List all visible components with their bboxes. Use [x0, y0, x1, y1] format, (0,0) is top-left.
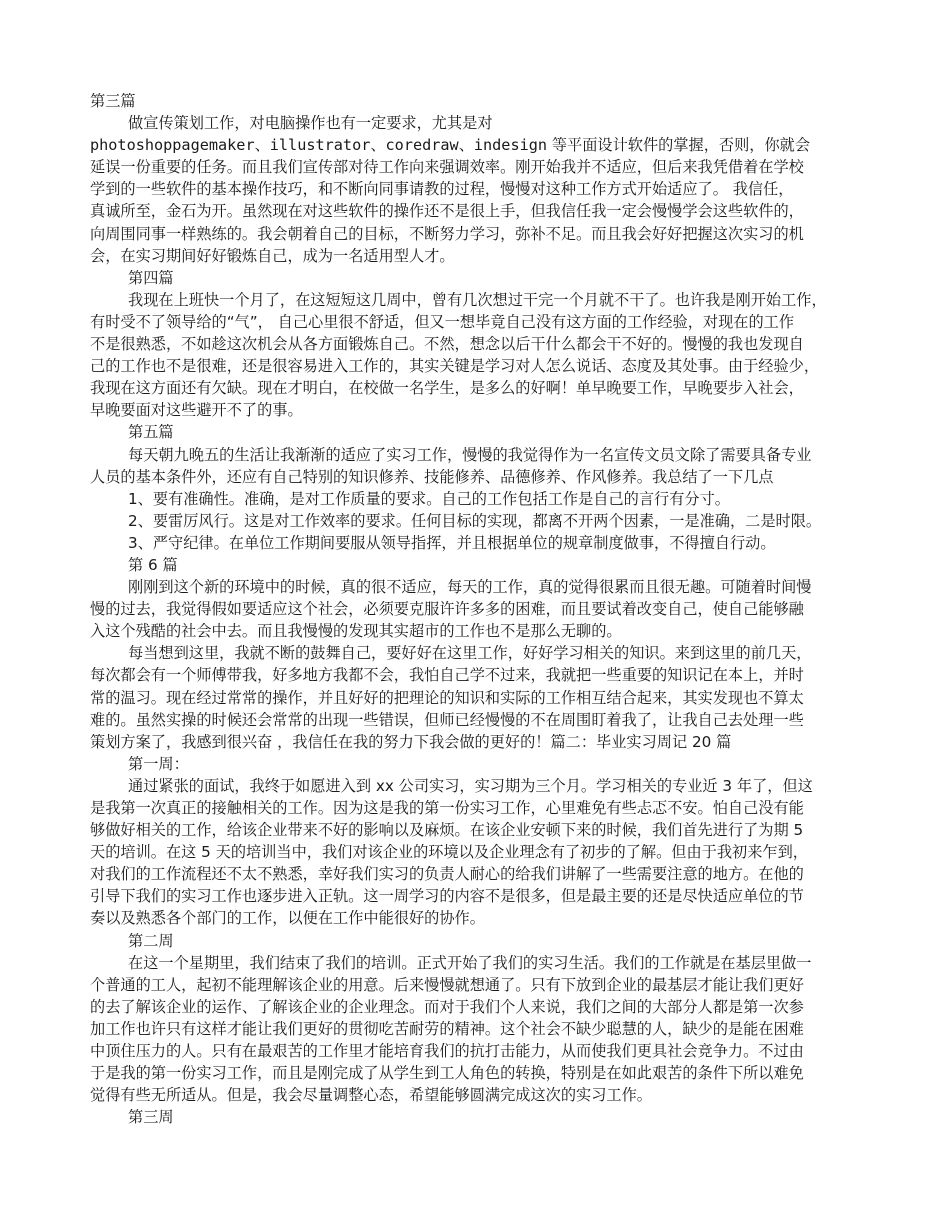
text-line: 有时受不了领导给的“气”， 自己心里很不舒适，但又一想毕竟自己没有这方面的工作经验，对现在的工作 [90, 312, 795, 331]
text-line: 每次都会有一个师傅带我，好多地方我都不会，我怕自己学不过来，我就把一些重要的知识记在本上，并时 [90, 666, 804, 685]
text-line: 于是我的第一份实习工作，而且是刚完成了从学生到工人角色的转换，特别是在如此艰苦的条件下所以难免 [90, 1064, 804, 1083]
text-line: 第 6 篇 [128, 555, 178, 574]
text-line: 第四篇 [128, 268, 174, 287]
text-line: 延误一份重要的任务。而且我们宣传部对待工作向来强调效率。刚开始我并不适应，但后来我凭借着在学校 [90, 158, 804, 177]
text-line [90, 134, 862, 156]
text-line: 3、严守纪律。在单位工作期间要服从领导指挥，并且根据单位的规章制度做事，不得擅自行动。 [128, 533, 776, 552]
text-line: 学到的一些软件的基本操作技巧，和不断向同事请教的过程，慢慢对这种工作方式开始适应了。 我信任， [90, 180, 794, 199]
text-line: 第二周 [128, 931, 174, 950]
text-line: 2、要雷厉风行。这是对工作效率的要求。任何目标的实现，都离不开两个因素，一是准确，二是时限。 [128, 511, 822, 530]
line-rest: 等平面设计软件的掌握，否则，你就会 [547, 136, 811, 155]
text-line: 引导下我们的实习工作也逐步进入正轨。这一周学习的内容不是很多，但是最主要的还是尽快适应单位的节 [90, 887, 804, 906]
text-line: 每天朝九晚五的生活让我渐渐的适应了实习工作，慢慢的我觉得作为一名宣传文员文除了需要具备专业 [128, 445, 812, 464]
text-line: 每当想到这里，我就不断的鼓舞自己，要好好在这里工作，好好学习相关的知识。来到这里的前几天， [128, 644, 812, 663]
text-line: 觉得有些无所适从。但是，我会尽量调整心态，希望能够圆满完成这次的实习工作。 [90, 1086, 652, 1105]
text-line: 己的工作也不是很难，还是很容易进入工作的，其实关键是学习对人怎么说话、态度及其处事。由于经验少， [90, 357, 819, 376]
text-line: 刚刚到这个新的环境中的时候，真的很不适应，每天的工作，真的觉得很累而且很无趣。可随着时间慢 [128, 578, 812, 597]
text-line: 天的培训。在这 5 天的培训当中，我们对该企业的环境以及企业理念有了初步的了解。但由于我初来乍到， [90, 843, 808, 862]
text-line: 够做好相关的工作，给该企业带来不好的影响以及麻烦。在该企业安顿下来的时候，我们首先进行了为期 5 [90, 821, 804, 840]
text-line: 对我们的工作流程还不太不熟悉，幸好我们实习的负责人耐心的给我们讲解了一些需要注意的地方。在他的 [90, 865, 804, 884]
text-line: 是我第一次真正的接触相关的工作。因为这是我的第一份实习工作，心里难免有些忐忑不安。怕自己没有能 [90, 799, 804, 817]
text-line: 第一周： [128, 754, 189, 773]
text-line: 通过紧张的面试，我终于如愿进入到 xx 公司实习，实习期为三个月。学习相关的专业近 3 年了，但这 [128, 776, 813, 795]
text-line: 慢的过去，我觉得假如要适应这个社会，必须要克服许许多多的困难，而且要试着改变自己，使自己能够融 [90, 600, 804, 619]
text-line: 早晚要面对这些避开不了的事。 [90, 401, 303, 420]
text-line: 在这一个星期里，我们结束了我们的培训。正式开始了我们的实习生活。我们的工作就是在基层里做一 [128, 953, 812, 972]
text-line: 第三篇 [90, 92, 136, 110]
text-line: 中顶住压力的人。只有在最艰苦的工作里才能培育我们的抗打击能力，从而使我们更具社会竞争力。不过由 [90, 1042, 804, 1061]
text-line: 我现在这方面还有欠缺。现在才明白，在校做一名学生，是多么的好啊！单早晚要工作，早晚要步入社会， [90, 379, 804, 398]
text-line: 的去了解该企业的运作、了解该企业的企业理念。而对于我们个人来说，我们之间的大部分人都是第一次参 [90, 997, 804, 1016]
text-line: 入这个残酷的社会中去。而且我慢慢的发现其实超市的工作也不是那么无聊的。 [90, 622, 622, 641]
text-line: 第三周 [128, 1108, 174, 1127]
text-line: 加工作也许只有这样才能让我们更好的贯彻吃苦耐劳的精神。这个社会不缺少聪慧的人，缺少的是能在困难 [90, 1019, 804, 1038]
text-line: 个普通的工人，起初不能理解该企业的用意。后来慢慢就想通了。只有下放到企业的最基层才能让我们更好 [90, 975, 804, 994]
text-line: 常的温习。现在经过常常的操作，并且好好的把理论的知识和实际的工作相互结合起来，其实发现也不算太 [90, 688, 804, 707]
text-line: 奏以及熟悉各个部门的工作，以便在工作中能很好的协作。 [90, 909, 485, 928]
text-line: 做宣传策划工作，对电脑操作也有一定要求，尤其是对 [128, 114, 493, 133]
text-line: 难的。虽然实操的时候还会常常的出现一些错误，但师已经慢慢的不在周围盯着我了，让我自己去处理一些 [90, 710, 804, 729]
text-line: 真诚所至，金石为开。虽然现在对这些软件的操作还不是很上手，但我信任我一定会慢慢学会这些软件的， [90, 202, 804, 221]
text-line: 1、要有准确性。准确，是对工作质量的要求。自己的工作包括工作是自己的言行有分寸。 [128, 489, 730, 508]
text-line: 策划方案了，我感到很兴奋 ，我信任在我的努力下我会做的更好的！篇二：毕业实习周记 20 篇 [90, 732, 732, 751]
text-line: 人员的基本条件外，还应有自己特别的知识修养、技能修养、品德修养、作风修养。我总结了一下几点 [90, 467, 774, 486]
text-line: 不是很熟悉，不如趁这次机会从各方面锻炼自己。不然，想念以后干什么都会干不好的。慢慢的我也发现自 [90, 335, 804, 354]
text-line: 我现在上班快一个月了，在这短短这几周中，曾有几次想过干完一个月就不干了。也许我是刚开始工作， [128, 290, 827, 309]
software-names: photoshoppagemaker、illustrator、coredraw、indesign [90, 136, 548, 155]
text-line: 向周围同事一样熟练的。我会朝着自己的目标，不断努力学习，弥补不足。而且我会好好把握这次实习的机 [90, 224, 804, 243]
text-line: 会，在实习期间好好锻炼自己，成为一名适用型人才。 [90, 246, 455, 265]
text-line: 第五篇 [128, 423, 174, 442]
